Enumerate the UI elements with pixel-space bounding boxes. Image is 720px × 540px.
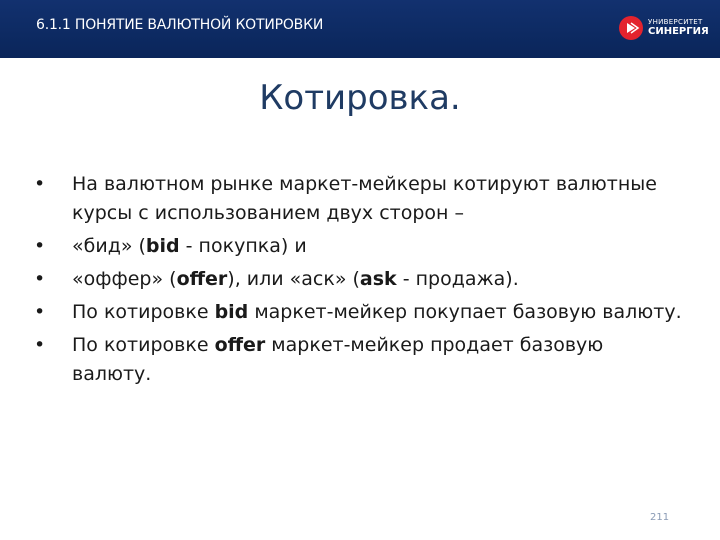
bullet-item: • По котировке offer маркет-мейкер продает базовую валюту. — [34, 331, 684, 389]
bullet-item: • «оффер» (offer), или «аск» (ask - продажа). — [34, 265, 684, 294]
bullet-item: • На валютном рынке маркет-мейкеры котируют валютные курсы с использованием двух сторон – — [34, 170, 684, 228]
term-offer: offer — [176, 268, 228, 290]
term-ask: ask — [359, 268, 397, 290]
term-bid: bid — [214, 301, 249, 323]
bullet-dot-icon: • — [34, 268, 46, 290]
logo-text-university: УНИВЕРСИТЕТ — [648, 18, 703, 26]
bullet-item: • По котировке bid маркет-мейкер покупает базовую валюту. — [34, 298, 684, 327]
bullet-dot-icon: • — [34, 235, 46, 257]
bullet-dot-icon: • — [34, 173, 46, 195]
page-number: 211 — [650, 512, 670, 523]
bullet-list — [34, 170, 684, 393]
synergy-logo — [618, 15, 708, 45]
section-title: 6.1.1 ПОНЯТИЕ ВАЛЮТНОЙ КОТИРОВКИ — [36, 17, 324, 33]
bullet-item: • «бид» (bid - покупка) и — [34, 232, 684, 261]
bullet-dot-icon: • — [34, 334, 46, 356]
slide-header — [0, 0, 720, 58]
logo-text-synergy: СИНЕРГИЯ — [648, 26, 709, 37]
synergy-logo-icon — [618, 15, 644, 41]
term-offer: offer — [214, 334, 266, 356]
slide-title: Котировка. — [259, 78, 461, 118]
term-bid: bid — [145, 235, 180, 257]
bullet-dot-icon: • — [34, 301, 46, 323]
